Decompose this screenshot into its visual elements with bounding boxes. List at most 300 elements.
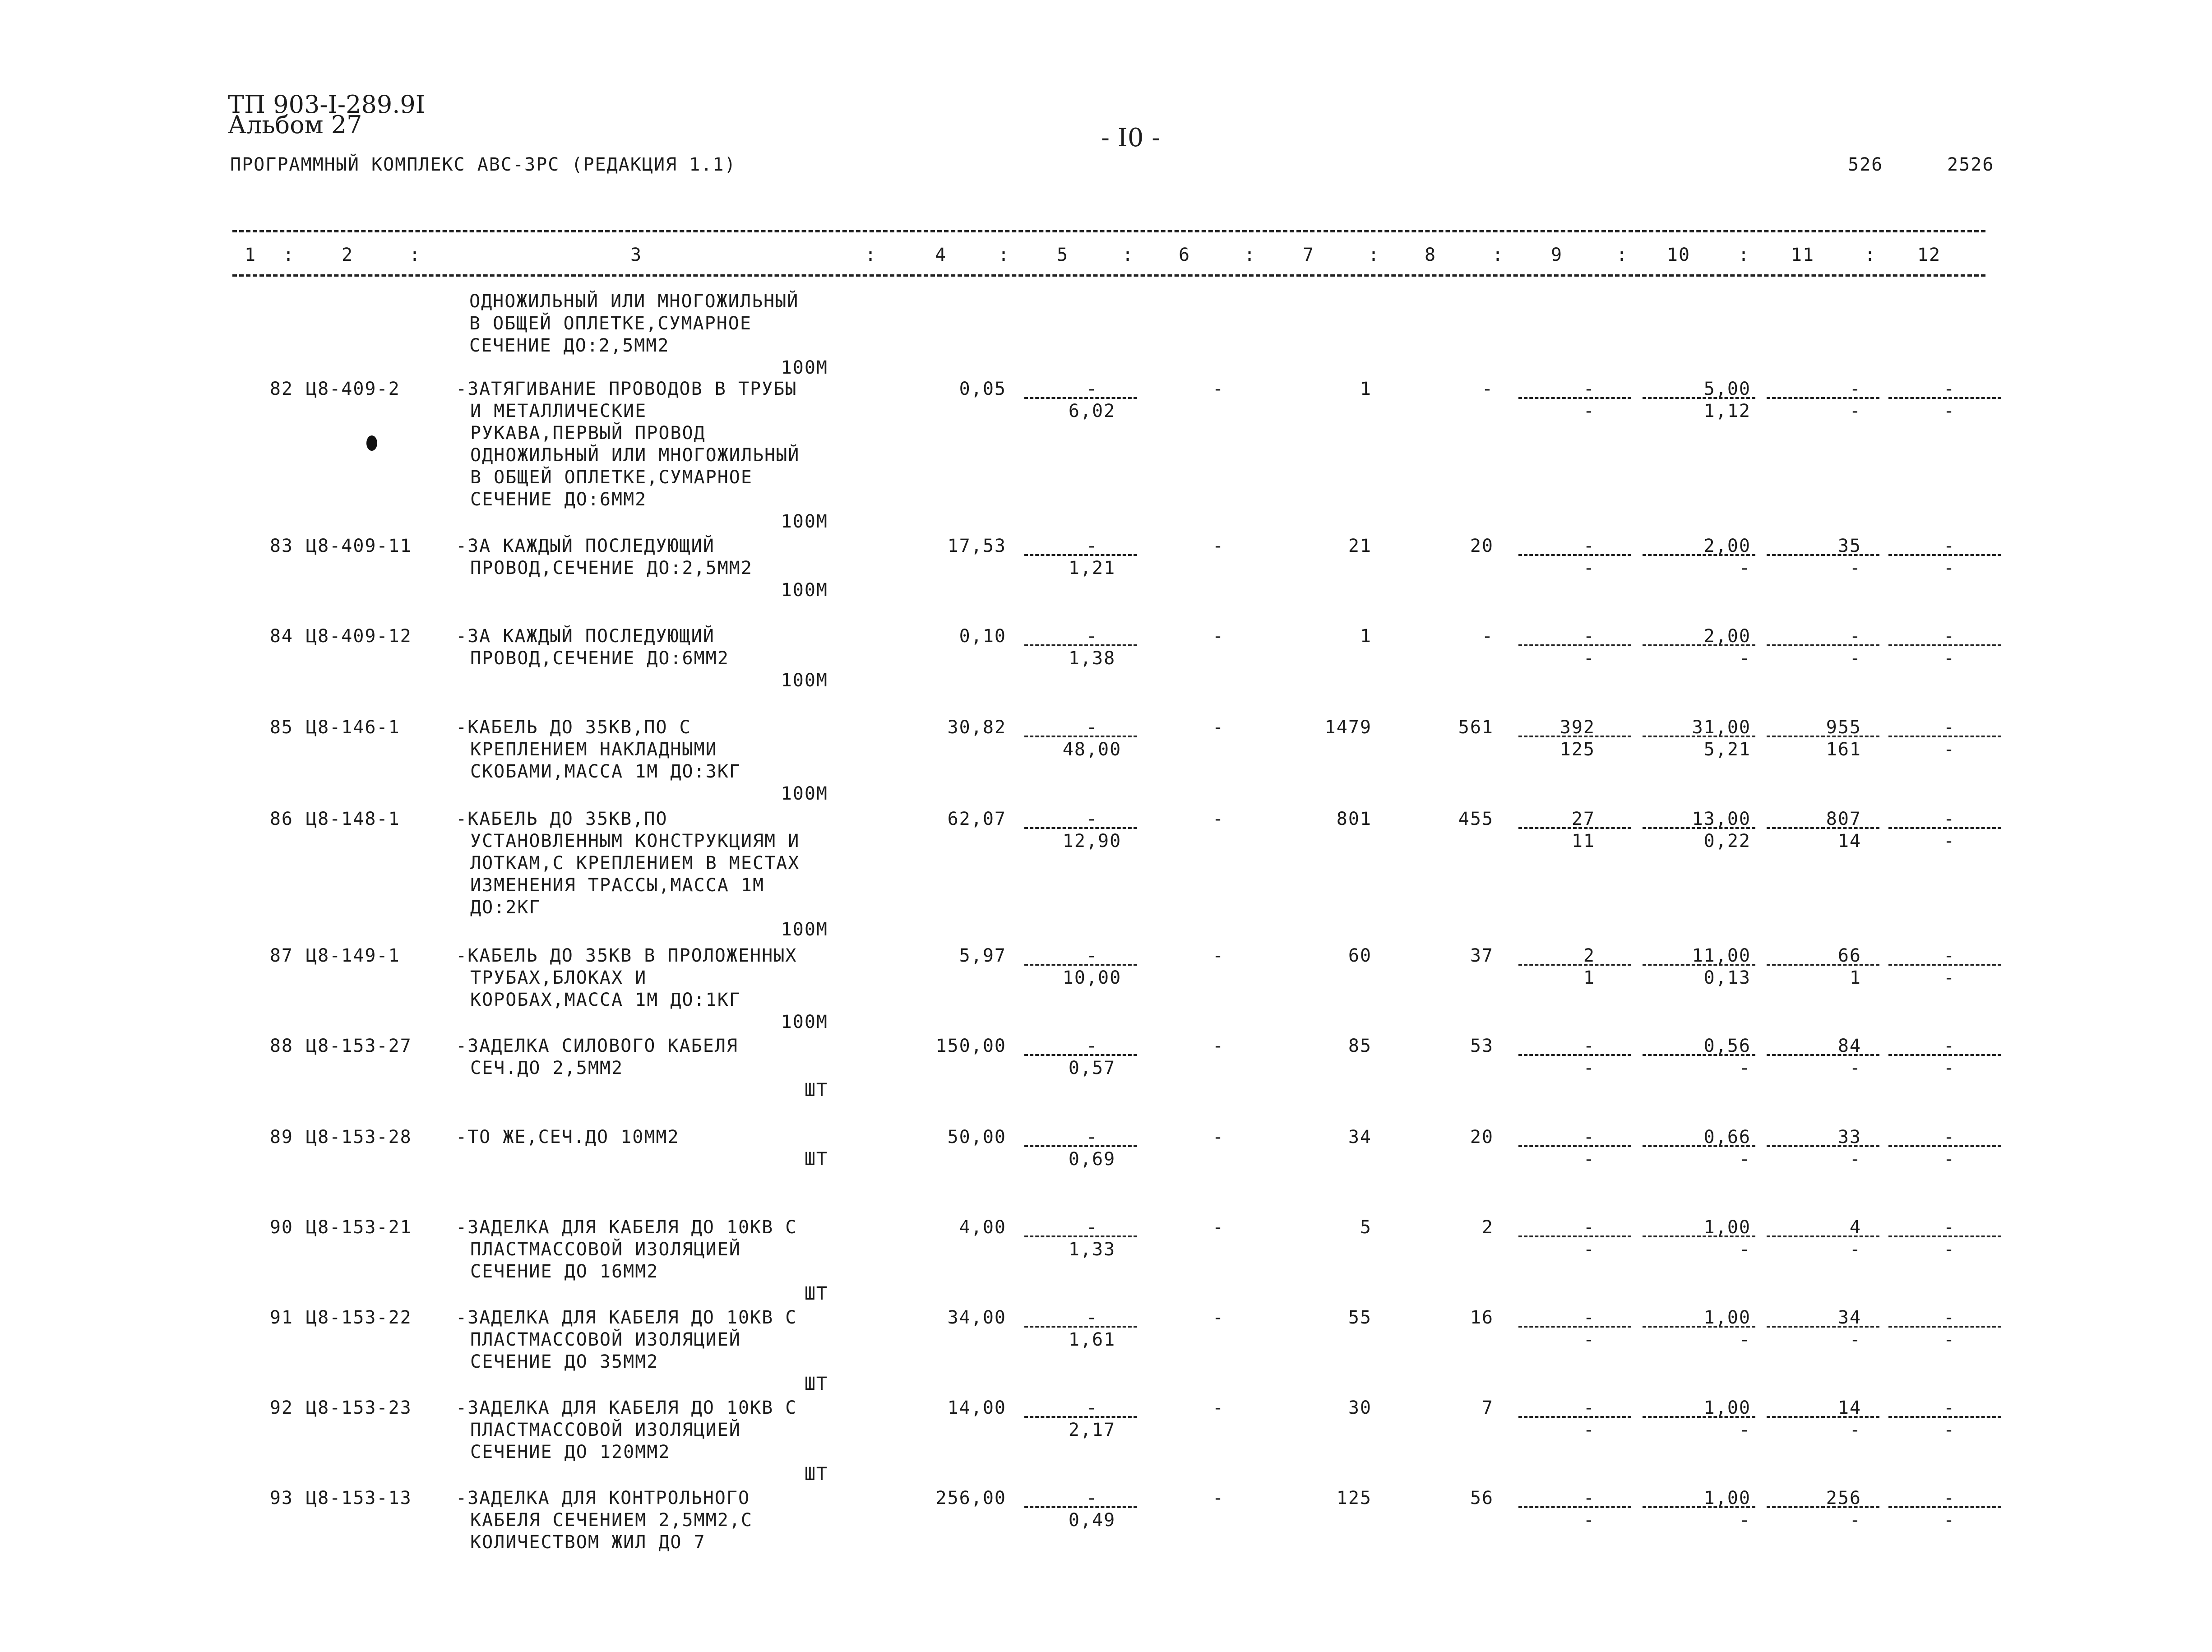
cell-col10-bottom: - [1739, 648, 1751, 669]
cell-col12-divider [1888, 554, 2001, 556]
row-unit: ШТ [804, 1080, 828, 1101]
cell-col5-top: - [1086, 717, 1098, 738]
cell-col10-divider [1643, 644, 1755, 646]
row-code: Ц8-153-27 [306, 1036, 412, 1056]
cell-col12-divider [1888, 397, 2001, 399]
cell-col10-divider [1643, 1326, 1755, 1328]
row-code: Ц8-149-1 [306, 945, 400, 966]
cell-col7: 801 [1336, 809, 1372, 829]
cell-col9-divider [1518, 1054, 1631, 1056]
column-number-9: 9 [1550, 245, 1563, 265]
cell-col6: - [1212, 626, 1225, 647]
cell-col12-divider [1888, 1416, 2001, 1418]
cell-col12-top: - [1943, 809, 1956, 829]
column-number-11: 11 [1791, 245, 1815, 265]
row-code: Ц8-148-1 [306, 809, 400, 829]
cell-col9-bottom: - [1583, 1149, 1595, 1170]
cell-col7: 21 [1348, 536, 1372, 556]
cell-col12-top: - [1943, 945, 1956, 966]
cell-col5-bottom: 12,90 [1062, 831, 1122, 851]
header-code-a: 526 [1848, 154, 1883, 175]
column-number-10: 10 [1666, 245, 1691, 265]
row-number: 90 [269, 1217, 293, 1238]
cell-col4: 5,97 [959, 945, 1006, 966]
cell-col10-bottom: - [1739, 1510, 1751, 1531]
cell-col7: 34 [1348, 1127, 1372, 1148]
cell-col5-top: - [1086, 626, 1098, 647]
cell-col5-top: - [1086, 809, 1098, 829]
column-separator: : [1122, 245, 1134, 265]
cell-col9-top: - [1583, 626, 1595, 647]
cell-col5-top: - [1086, 379, 1098, 399]
cell-col6: - [1212, 717, 1225, 738]
cell-col5-divider [1024, 644, 1137, 646]
cell-col9-bottom: - [1583, 401, 1595, 421]
row-description-line: -ЗА КАЖДЫЙ ПОСЛЕДУЮЩИЙ [456, 626, 715, 647]
cell-col11-divider [1767, 1326, 1879, 1328]
cell-col9-top: - [1583, 1036, 1595, 1056]
column-number-7: 7 [1302, 245, 1315, 265]
cell-col12-bottom: - [1943, 401, 1956, 421]
row-description-line: -ЗАДЕЛКА ДЛЯ КАБЕЛЯ ДО 10КВ С [456, 1217, 797, 1238]
column-number-4: 4 [935, 245, 947, 265]
cell-col11-divider [1767, 554, 1879, 556]
cell-col11-top: 14 [1837, 1397, 1861, 1418]
cell-col4: 30,82 [947, 717, 1006, 738]
ink-blot [366, 435, 377, 451]
cell-col5-divider [1024, 1145, 1137, 1147]
cell-col8: - [1481, 626, 1494, 647]
row-description-line: СКОБАМИ,МАССА 1М ДО:3КГ [470, 761, 741, 782]
cell-col5-bottom: 6,02 [1068, 401, 1116, 421]
cell-col10-divider [1643, 1145, 1755, 1147]
cell-col5-divider [1024, 1416, 1137, 1418]
row-description-line: ТРУБАХ,БЛОКАХ И [470, 967, 647, 988]
column-separator: : [1244, 245, 1256, 265]
cell-col12-top: - [1943, 536, 1956, 556]
row-unit: ШТ [804, 1464, 828, 1485]
cell-col5-bottom: 48,00 [1062, 739, 1122, 760]
cell-col5-top: - [1086, 1036, 1098, 1056]
cell-col11-bottom: - [1849, 1058, 1861, 1078]
cell-col12-divider [1888, 1326, 2001, 1328]
cell-col10-divider [1643, 1236, 1755, 1237]
cell-col11-bottom: - [1849, 1149, 1861, 1170]
cell-col11-top: 256 [1826, 1488, 1861, 1509]
cell-col12-bottom: - [1943, 831, 1956, 851]
cell-col10-divider [1643, 736, 1755, 737]
row-description-line: -ЗАДЕЛКА ДЛЯ КАБЕЛЯ ДО 10КВ С [456, 1307, 797, 1328]
column-number-3: 3 [630, 245, 643, 265]
row-unit: 100М [781, 580, 828, 601]
cell-col7: 1 [1360, 379, 1372, 399]
cell-col11-divider [1767, 397, 1879, 399]
cell-col12-bottom: - [1943, 1239, 1956, 1260]
cell-col11-top: 33 [1837, 1127, 1861, 1148]
cell-col5-top: - [1086, 1217, 1098, 1238]
cell-col5-bottom: 0,57 [1068, 1058, 1116, 1078]
row-description-line: ДО:2КГ [470, 897, 541, 918]
row-unit: ШТ [804, 1283, 828, 1304]
cell-col11-divider [1767, 1054, 1879, 1056]
cell-col5-bottom: 1,21 [1068, 558, 1116, 578]
cell-col5-top: - [1086, 1127, 1098, 1148]
cell-col9-divider [1518, 1416, 1631, 1418]
cell-col6: - [1212, 1127, 1225, 1148]
cell-col9-divider [1518, 644, 1631, 646]
cell-col4: 34,00 [947, 1307, 1006, 1328]
cell-col10-top: 2,00 [1703, 536, 1751, 556]
cell-col11-bottom: - [1849, 1239, 1861, 1260]
cell-col9-divider [1518, 1236, 1631, 1237]
row-unit: 100М [781, 511, 828, 532]
cell-col11-divider [1767, 1145, 1879, 1147]
cell-col10-divider [1643, 397, 1755, 399]
column-separator: : [865, 245, 877, 265]
cell-col9-bottom: - [1583, 558, 1595, 578]
column-number-12: 12 [1917, 245, 1941, 265]
column-number-6: 6 [1178, 245, 1191, 265]
cell-col6: - [1212, 1217, 1225, 1238]
row-number: 91 [269, 1307, 293, 1328]
cell-col10-bottom: 0,22 [1703, 831, 1751, 851]
cell-col10-top: 13,00 [1692, 809, 1751, 829]
cell-col5-bottom: 0,49 [1068, 1510, 1116, 1531]
cell-col9-top: - [1583, 1127, 1595, 1148]
cell-col12-top: - [1943, 1307, 1956, 1328]
row-description-line: ПЛАСТМАССОВОЙ ИЗОЛЯЦИЕЙ [470, 1329, 741, 1350]
cell-col5-divider [1024, 736, 1137, 737]
column-number-5: 5 [1056, 245, 1069, 265]
cell-col10-top: 11,00 [1692, 945, 1751, 966]
column-number-2: 2 [341, 245, 354, 265]
cell-col12-top: - [1943, 1036, 1956, 1056]
cell-col10-bottom: - [1739, 1149, 1751, 1170]
cell-col10-bottom: 5,21 [1703, 739, 1751, 760]
row-description-line: КРЕПЛЕНИЕМ НАКЛАДНЫМИ [470, 739, 717, 760]
cell-col11-top: 84 [1837, 1036, 1861, 1056]
row-code: Ц8-153-13 [306, 1488, 412, 1509]
cell-col5-bottom: 1,38 [1068, 648, 1116, 669]
cell-col11-top: 34 [1837, 1307, 1861, 1328]
cell-col5-top: - [1086, 1397, 1098, 1418]
cell-col5-divider [1024, 397, 1137, 399]
cell-col9-bottom: 1 [1583, 967, 1595, 988]
column-number-1: 1 [244, 245, 257, 265]
row-code: Ц8-146-1 [306, 717, 400, 738]
cell-col4: 50,00 [947, 1127, 1006, 1148]
row-code: Ц8-409-2 [306, 379, 400, 399]
cell-col11-divider [1767, 964, 1879, 966]
cell-col9-divider [1518, 1326, 1631, 1328]
cell-col9-top: - [1583, 1397, 1595, 1418]
cell-col8: 53 [1470, 1036, 1494, 1056]
cell-col12-bottom: - [1943, 739, 1956, 760]
column-separator: : [1368, 245, 1380, 265]
cell-col10-bottom: - [1739, 1239, 1751, 1260]
row-code: Ц8-153-21 [306, 1217, 412, 1238]
cell-col8: 56 [1470, 1488, 1494, 1509]
cell-col8: 37 [1470, 945, 1494, 966]
row-number: 84 [269, 626, 293, 647]
cell-col10-bottom: - [1739, 558, 1751, 578]
cell-col9-bottom: - [1583, 1329, 1595, 1350]
row-number: 88 [269, 1036, 293, 1056]
column-separator: : [1864, 245, 1877, 265]
cell-col10-top: 1,00 [1703, 1397, 1751, 1418]
cell-col5-bottom: 10,00 [1062, 967, 1122, 988]
cell-col10-top: 31,00 [1692, 717, 1751, 738]
cell-col10-bottom: 1,12 [1703, 401, 1751, 421]
cell-col11-top: 35 [1837, 536, 1861, 556]
row-description-line: ПЛАСТМАССОВОЙ ИЗОЛЯЦИЕЙ [470, 1420, 741, 1440]
cell-col9-top: 392 [1560, 717, 1595, 738]
cell-col12-top: - [1943, 626, 1956, 647]
cell-col6: - [1212, 945, 1225, 966]
cell-col11-divider [1767, 827, 1879, 829]
cell-col10-top: 1,00 [1703, 1488, 1751, 1509]
row-code: Ц8-409-12 [306, 626, 412, 647]
cell-col5-top: - [1086, 1307, 1098, 1328]
cell-col10-top: 2,00 [1703, 626, 1751, 647]
cell-col9-bottom: 125 [1560, 739, 1595, 760]
cell-col9-divider [1518, 397, 1631, 399]
row-description-line: В ОБЩЕЙ ОПЛЕТКЕ,СУМАРНОЕ [470, 467, 753, 488]
cell-col12-divider [1888, 1236, 2001, 1237]
row-unit: 100М [781, 919, 828, 940]
cell-col5-top: - [1086, 1488, 1098, 1509]
intro-description-line: ОДНОЖИЛЬНЫЙ ИЛИ МНОГОЖИЛЬНЫЙ [469, 291, 799, 312]
cell-col12-bottom: - [1943, 967, 1956, 988]
cell-col7: 5 [1360, 1217, 1372, 1238]
row-description-line: -КАБЕЛЬ ДО 35КВ,ПО С [456, 717, 691, 738]
cell-col11-bottom: - [1849, 648, 1861, 669]
cell-col5-divider [1024, 1506, 1137, 1508]
cell-col4: 0,05 [959, 379, 1006, 399]
cell-col12-bottom: - [1943, 558, 1956, 578]
header-code-b: 2526 [1947, 154, 1995, 175]
row-description-line: СЕЧЕНИЕ ДО 16ММ2 [470, 1261, 659, 1282]
cell-col9-divider [1518, 1506, 1631, 1508]
row-unit: ШТ [804, 1149, 828, 1170]
cell-col11-bottom: 1 [1849, 967, 1861, 988]
row-description-line: ПРОВОД,СЕЧЕНИЕ ДО:2,5ММ2 [470, 558, 753, 578]
cell-col5-bottom: 1,33 [1068, 1239, 1116, 1260]
cell-col6: - [1212, 1488, 1225, 1509]
cell-col9-top: 2 [1583, 945, 1595, 966]
column-separator: : [409, 245, 421, 265]
cell-col7: 125 [1336, 1488, 1372, 1509]
row-description-line: -ЗАДЕЛКА СИЛОВОГО КАБЕЛЯ [456, 1036, 738, 1056]
cell-col8: 16 [1470, 1307, 1494, 1328]
cell-col10-divider [1643, 1506, 1755, 1508]
cell-col11-bottom: - [1849, 1420, 1861, 1440]
cell-col12-bottom: - [1943, 1329, 1956, 1350]
row-number: 82 [269, 379, 293, 399]
cell-col11-bottom: 161 [1826, 739, 1861, 760]
cell-col11-bottom: - [1849, 401, 1861, 421]
row-code: Ц8-153-28 [306, 1127, 412, 1148]
cell-col11-bottom: 14 [1837, 831, 1861, 851]
cell-col5-bottom: 2,17 [1068, 1420, 1116, 1440]
row-description-line: -КАБЕЛЬ ДО 35КВ,ПО [456, 809, 668, 829]
row-code: Ц8-153-22 [306, 1307, 412, 1328]
cell-col12-bottom: - [1943, 1510, 1956, 1531]
column-separator: : [1492, 245, 1504, 265]
cell-col11-divider [1767, 736, 1879, 737]
row-description-line: УСТАНОВЛЕННЫМ КОНСТРУКЦИЯМ И [470, 831, 800, 851]
header-rule-top [232, 230, 1985, 232]
album-label: Альбом 27 [228, 111, 362, 139]
cell-col5-divider [1024, 1326, 1137, 1328]
row-number: 93 [269, 1488, 293, 1509]
cell-col5-bottom: 1,61 [1068, 1329, 1116, 1350]
row-unit: ШТ [804, 1374, 828, 1394]
row-number: 89 [269, 1127, 293, 1148]
cell-col10-top: 5,00 [1703, 379, 1751, 399]
cell-col9-divider [1518, 736, 1631, 737]
cell-col5-divider [1024, 827, 1137, 829]
cell-col10-top: 0,66 [1703, 1127, 1751, 1148]
intro-unit: 100М [781, 357, 828, 378]
cell-col9-divider [1518, 554, 1631, 556]
cell-col10-divider [1643, 1416, 1755, 1418]
cell-col12-divider [1888, 644, 2001, 646]
cell-col11-top: 807 [1826, 809, 1861, 829]
cell-col12-bottom: - [1943, 648, 1956, 669]
row-description-line: -ЗАДЕЛКА ДЛЯ КАБЕЛЯ ДО 10КВ С [456, 1397, 797, 1418]
cell-col6: - [1212, 536, 1225, 556]
cell-col4: 4,00 [959, 1217, 1006, 1238]
cell-col6: - [1212, 379, 1225, 399]
row-description-line: ЛОТКАМ,С КРЕПЛЕНИЕМ В МЕСТАХ [470, 853, 800, 874]
row-description-line: ИЗМЕНЕНИЯ ТРАССЫ,МАССА 1М [470, 875, 765, 896]
cell-col9-divider [1518, 827, 1631, 829]
row-description-line: И МЕТАЛЛИЧЕСКИЕ [470, 401, 647, 421]
cell-col12-top: - [1943, 1397, 1956, 1418]
row-code: Ц8-153-23 [306, 1397, 412, 1418]
cell-col5-divider [1024, 964, 1137, 966]
cell-col8: 7 [1481, 1397, 1494, 1418]
cell-col11-divider [1767, 1506, 1879, 1508]
header-rule-bottom [232, 274, 1985, 277]
cell-col7: 1 [1360, 626, 1372, 647]
cell-col9-top: - [1583, 536, 1595, 556]
cell-col9-bottom: - [1583, 1510, 1595, 1531]
cell-col8: 20 [1470, 536, 1494, 556]
row-description-line: СЕЧЕНИЕ ДО 120ММ2 [470, 1442, 671, 1462]
cell-col12-divider [1888, 827, 2001, 829]
cell-col10-bottom: - [1739, 1329, 1751, 1350]
cell-col12-divider [1888, 1506, 2001, 1508]
cell-col5-bottom: 0,69 [1068, 1149, 1116, 1170]
cell-col10-divider [1643, 1054, 1755, 1056]
cell-col12-bottom: - [1943, 1058, 1956, 1078]
cell-col8: 561 [1458, 717, 1494, 738]
cell-col4: 256,00 [935, 1488, 1006, 1509]
cell-col11-divider [1767, 644, 1879, 646]
cell-col6: - [1212, 809, 1225, 829]
page-number: - I0 - [1101, 123, 1161, 153]
row-number: 92 [269, 1397, 293, 1418]
cell-col12-divider [1888, 1145, 2001, 1147]
row-unit: 100М [781, 783, 828, 804]
cell-col12-top: - [1943, 1127, 1956, 1148]
cell-col11-top: 4 [1849, 1217, 1861, 1238]
cell-col8: - [1481, 379, 1494, 399]
cell-col12-bottom: - [1943, 1420, 1956, 1440]
intro-description-line: В ОБЩЕЙ ОПЛЕТКЕ,СУМАРНОЕ [469, 313, 752, 334]
cell-col10-top: 1,00 [1703, 1217, 1751, 1238]
cell-col7: 55 [1348, 1307, 1372, 1328]
cell-col12-divider [1888, 964, 2001, 966]
row-description-line: ПЛАСТМАССОВОЙ ИЗОЛЯЦИЕЙ [470, 1239, 741, 1260]
row-number: 87 [269, 945, 293, 966]
document-code: ТП 903-I-289.9I [228, 90, 426, 119]
cell-col11-top: 66 [1837, 945, 1861, 966]
cell-col10-divider [1643, 554, 1755, 556]
row-description-line: КОЛИЧЕСТВОМ ЖИЛ ДО 7 [470, 1532, 706, 1553]
cell-col12-top: - [1943, 717, 1956, 738]
cell-col7: 85 [1348, 1036, 1372, 1056]
cell-col9-bottom: - [1583, 1239, 1595, 1260]
row-number: 85 [269, 717, 293, 738]
row-description-line: -ЗА КАЖДЫЙ ПОСЛЕДУЮЩИЙ [456, 536, 715, 556]
row-number: 83 [269, 536, 293, 556]
cell-col10-bottom: 0,13 [1703, 967, 1751, 988]
cell-col10-divider [1643, 964, 1755, 966]
row-unit: 100М [781, 1012, 828, 1032]
cell-col12-divider [1888, 736, 2001, 737]
cell-col7: 30 [1348, 1397, 1372, 1418]
cell-col8: 455 [1458, 809, 1494, 829]
cell-col10-bottom: - [1739, 1420, 1751, 1440]
cell-col11-bottom: - [1849, 1329, 1861, 1350]
row-description-line: -ЗАТЯГИВАНИЕ ПРОВОДОВ В ТРУБЫ [456, 379, 797, 399]
cell-col10-bottom: - [1739, 1058, 1751, 1078]
cell-col5-divider [1024, 1054, 1137, 1056]
column-separator: : [998, 245, 1010, 265]
cell-col11-bottom: - [1849, 1510, 1861, 1531]
intro-description-line: СЕЧЕНИЕ ДО:2,5ММ2 [469, 335, 670, 356]
cell-col8: 2 [1481, 1217, 1494, 1238]
row-description-line: -ТО ЖЕ,СЕЧ.ДО 10ММ2 [456, 1127, 680, 1148]
row-description-line: СЕЧЕНИЕ ДО:6ММ2 [470, 489, 647, 510]
row-unit: 100М [781, 670, 828, 691]
row-description-line: ПРОВОД,СЕЧЕНИЕ ДО:6ММ2 [470, 648, 729, 669]
cell-col9-top: - [1583, 379, 1595, 399]
column-separator: : [1738, 245, 1750, 265]
cell-col9-top: - [1583, 1307, 1595, 1328]
column-separator: : [1616, 245, 1629, 265]
cell-col12-top: - [1943, 1488, 1956, 1509]
cell-col4: 62,07 [947, 809, 1006, 829]
cell-col7: 1479 [1324, 717, 1372, 738]
cell-col12-top: - [1943, 379, 1956, 399]
cell-col11-top: - [1849, 379, 1861, 399]
row-description-line: КАБЕЛЯ СЕЧЕНИЕМ 2,5ММ2,С [470, 1510, 753, 1531]
cell-col9-bottom: - [1583, 648, 1595, 669]
column-separator: : [282, 245, 295, 265]
cell-col9-bottom: - [1583, 1420, 1595, 1440]
cell-col4: 17,53 [947, 536, 1006, 556]
cell-col4: 0,10 [959, 626, 1006, 647]
cell-col5-top: - [1086, 945, 1098, 966]
cell-col8: 20 [1470, 1127, 1494, 1148]
row-description-line: -ЗАДЕЛКА ДЛЯ КОНТРОЛЬНОГО [456, 1488, 750, 1509]
row-code: Ц8-409-11 [306, 536, 412, 556]
cell-col10-top: 1,00 [1703, 1307, 1751, 1328]
